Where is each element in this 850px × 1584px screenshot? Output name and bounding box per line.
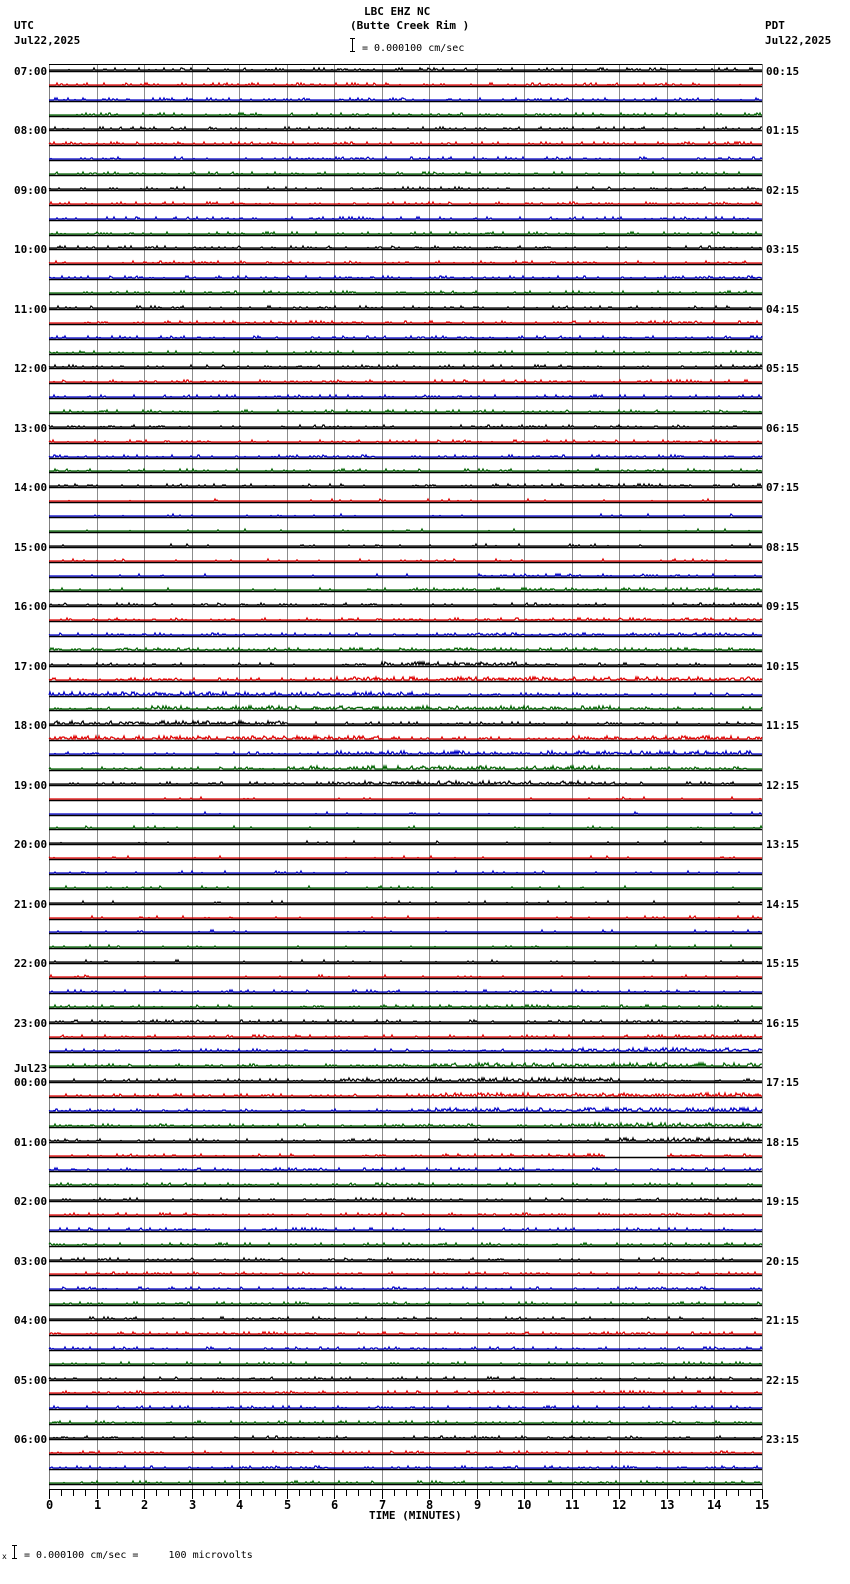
pdt-hour-label: 15:15 [766, 957, 800, 970]
utc-hour-label: 09:00 [14, 184, 48, 197]
footer-scale-text: = 0.000100 cm/sec = 100 microvolts [24, 1550, 253, 1561]
utc-hour-label: 18:00 [14, 719, 48, 732]
pdt-hour-label: 04:15 [766, 303, 800, 316]
pdt-hour-label: 17:15 [766, 1076, 800, 1089]
pdt-hour-label: 05:15 [766, 362, 800, 375]
utc-hour-label: 05:00 [14, 1374, 48, 1387]
footer-scale-bar-icon [14, 1545, 15, 1559]
utc-hour-label: 19:00 [14, 779, 48, 792]
utc-hour-label: 01:00 [14, 1136, 48, 1149]
pdt-hour-label: 23:15 [766, 1433, 800, 1446]
pdt-hour-label: 19:15 [766, 1195, 800, 1208]
pdt-hour-label: 20:15 [766, 1255, 800, 1268]
x-tick-label: 5 [284, 1498, 292, 1512]
pdt-hour-label: 22:15 [766, 1374, 800, 1387]
x-tick-label: 6 [331, 1498, 339, 1512]
utc-hour-label: 00:00 [14, 1076, 48, 1089]
left-date: Jul22,2025 [14, 34, 81, 47]
utc-hour-label: 17:00 [14, 660, 48, 673]
pdt-hour-label: 13:15 [766, 838, 800, 851]
x-tick-label: 11 [565, 1498, 580, 1512]
utc-hour-label: 20:00 [14, 838, 48, 851]
x-tick-label: 12 [612, 1498, 627, 1512]
x-tick-label: 15 [755, 1498, 770, 1512]
utc-hour-label: 13:00 [14, 422, 48, 435]
left-timezone: UTC [14, 19, 34, 32]
pdt-hour-label: 09:15 [766, 600, 800, 613]
utc-hour-label: 15:00 [14, 541, 48, 554]
station-title: LBC EHZ NC [364, 5, 431, 18]
x-tick-label: 7 [379, 1498, 387, 1512]
utc-hour-label: 16:00 [14, 600, 48, 613]
utc-hour-label: 23:00 [14, 1017, 48, 1030]
utc-hour-label: 02:00 [14, 1195, 48, 1208]
pdt-hour-label: 01:15 [766, 124, 800, 137]
pdt-hour-label: 07:15 [766, 481, 800, 494]
x-axis-label: TIME (MINUTES) [369, 1509, 462, 1522]
utc-hour-label: 08:00 [14, 124, 48, 137]
x-tick-label: 2 [141, 1498, 149, 1512]
x-tick-label: 8 [426, 1498, 434, 1512]
utc-hour-label: 03:00 [14, 1255, 48, 1268]
utc-hour-label: 06:00 [14, 1433, 48, 1446]
pdt-hour-label: 14:15 [766, 898, 800, 911]
footer-scale-prefix: x [2, 1552, 7, 1561]
utc-hour-label: 04:00 [14, 1314, 48, 1327]
pdt-hour-label: 18:15 [766, 1136, 800, 1149]
utc-hour-label: 22:00 [14, 957, 48, 970]
right-timezone: PDT [765, 19, 785, 32]
x-tick-label: 1 [94, 1498, 102, 1512]
x-tick-label: 3 [189, 1498, 197, 1512]
utc-hour-label: 07:00 [14, 65, 48, 78]
x-tick-label: 9 [474, 1498, 482, 1512]
pdt-hour-label: 11:15 [766, 719, 800, 732]
pdt-hour-label: 06:15 [766, 422, 800, 435]
station-location: (Butte Creek Rim ) [350, 19, 470, 32]
scale-text: = 0.000100 cm/sec [362, 43, 465, 54]
utc-hour-label: 10:00 [14, 243, 48, 256]
x-tick-label: 4 [236, 1498, 244, 1512]
pdt-hour-label: 16:15 [766, 1017, 800, 1030]
x-tick-label: 0 [46, 1498, 54, 1512]
utc-hour-label: 14:00 [14, 481, 48, 494]
right-date: Jul22,2025 [765, 34, 832, 47]
utc-hour-label: 11:00 [14, 303, 48, 316]
scale-bar-icon [352, 38, 353, 52]
x-tick-label: 10 [517, 1498, 532, 1512]
pdt-hour-label: 21:15 [766, 1314, 800, 1327]
pdt-hour-label: 00:15 [766, 65, 800, 78]
pdt-hour-label: 02:15 [766, 184, 800, 197]
x-tick-label: 14 [707, 1498, 722, 1512]
pdt-hour-label: 10:15 [766, 660, 800, 673]
pdt-hour-label: 12:15 [766, 779, 800, 792]
date-change-label: Jul23 [14, 1062, 48, 1075]
utc-hour-label: 12:00 [14, 362, 48, 375]
pdt-hour-label: 03:15 [766, 243, 800, 256]
x-tick-label: 13 [660, 1498, 675, 1512]
utc-hour-label: 21:00 [14, 898, 48, 911]
pdt-hour-label: 08:15 [766, 541, 800, 554]
